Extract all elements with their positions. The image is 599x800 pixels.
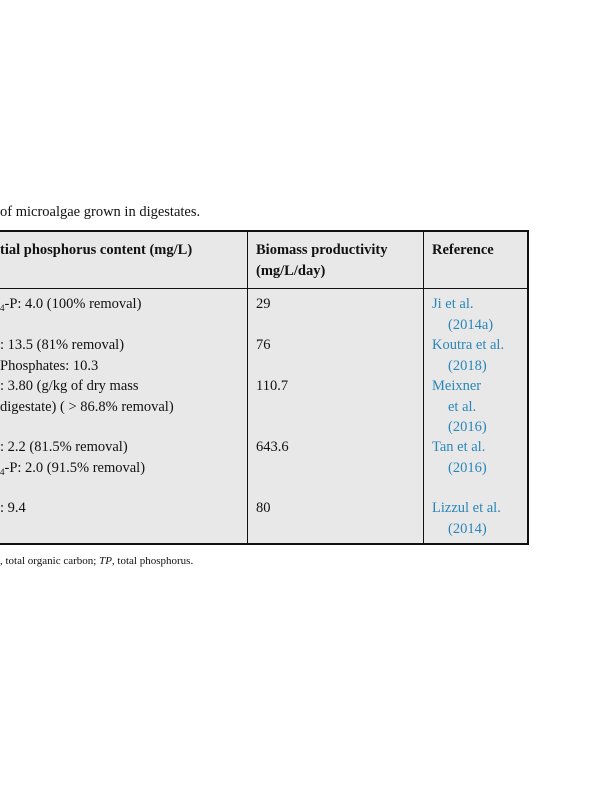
reference-link[interactable]: Ji et al. (2014a) [432, 296, 494, 333]
header-phosphorus: tial phosphorus content (mg/L) [0, 242, 193, 258]
productivity-cell: 110.7 [256, 378, 289, 394]
productivity-cell: 643.6 [256, 439, 289, 455]
reference-link[interactable]: Koutra et al. (2018) [432, 337, 505, 374]
table-footnote: , total organic carbon; TP, total phosphorus. [0, 555, 194, 567]
reference-link[interactable]: Meixner et al. (2016) [432, 378, 487, 435]
phosphorus-cell: : 2.2 (81.5% removal) $_4$-P: 2.0 (91.5% removal) [0, 439, 146, 477]
reference-link[interactable]: Lizzul et al. (2014) [432, 500, 501, 537]
column-divider [247, 232, 248, 543]
phosphorus-cell: $_4$-P: 4.0 (100% removal) [0, 296, 142, 313]
reference-link[interactable]: Tan et al. (2016) [432, 439, 487, 476]
column-divider [423, 232, 424, 543]
phosphorus-cell: : 9.4 [0, 500, 26, 516]
header-productivity: Biomass productivity (mg/L/day) [256, 242, 388, 279]
table-caption: of microalgae grown in digestates. [0, 204, 201, 220]
header-reference: Reference [432, 242, 494, 258]
productivity-cell: 76 [256, 337, 271, 353]
header-divider [0, 288, 527, 289]
productivity-cell: 29 [256, 296, 271, 312]
data-table [0, 230, 529, 545]
phosphorus-cell: : 13.5 (81% removal) Phosphates: 10.3 [0, 337, 125, 374]
phosphorus-cell: : 3.80 (g/kg of dry mass digestate) ( > 86.8% removal) [0, 378, 174, 415]
productivity-cell: 80 [256, 500, 271, 516]
